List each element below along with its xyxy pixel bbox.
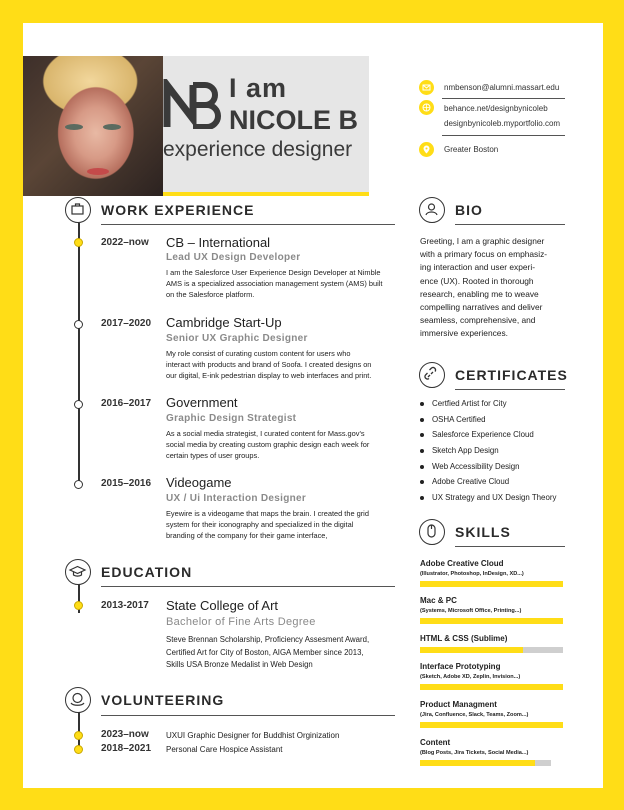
volunteer-text: Personal Care Hospice Assistant <box>166 745 283 754</box>
skill-detail: (Sketch, Adobe XD, Zeplin, Invision...) <box>420 674 521 680</box>
timeline-dot <box>74 601 83 610</box>
skill-bar-fill <box>420 760 535 766</box>
skill-bar <box>420 684 563 690</box>
nb-logo-icon <box>163 79 225 129</box>
job-description: My role consist of curating custom content for users who interact with products and brand of Soofa. I created designs on our digital, E-ink pedestrian display to web interfaces and print. <box>166 349 372 380</box>
skills-section-title: SKILLS <box>455 524 511 540</box>
skill-name: Adobe Creative Cloud <box>420 559 504 568</box>
photo-eye <box>65 124 83 130</box>
skill-detail: (Jira, Confluence, Slack, Teams, Zoom...) <box>420 712 529 718</box>
skill-name: Interface Prototyping <box>420 662 501 671</box>
location-pin-icon <box>419 142 434 157</box>
timeline-dot <box>74 400 83 409</box>
list-item: Web Accessibility Design <box>420 462 556 478</box>
job-description: I am the Salesforce User Experience Design Developer at Nimble AMS is a specialized association management system (AMS) built on the Salesforce platform. <box>166 268 383 299</box>
job-role: Senior UX Graphic Designer <box>166 333 308 344</box>
section-divider <box>455 389 565 390</box>
job-years: 2017–2020 <box>101 318 152 329</box>
skill-bar-fill <box>420 618 563 624</box>
link-icon <box>419 362 445 388</box>
education-description: Steve Brennan Scholarship, Proficiency Assesment Award, Certified Art for City of Boston, AIGA Member since 2013, Skills USA Bronze Medalist in Web Design <box>166 635 370 669</box>
skill-name: Mac & PC <box>420 596 457 605</box>
contact-behance[interactable]: behance.net/designbynicoleb <box>444 104 548 113</box>
globe-hands-icon <box>65 687 91 713</box>
section-divider <box>101 586 395 587</box>
job-title: Videogame <box>166 475 232 490</box>
job-description: Eyewire is a videogame that maps the brain. I created the grid system for their iconography and specialized in the digital branding of the company for their game interface, <box>166 509 369 540</box>
volunteer-years: 2018–2021 <box>101 743 152 754</box>
header-tagline: experience designer <box>163 138 353 161</box>
profile-photo <box>23 56 163 196</box>
header-name: NICOLE B <box>229 105 359 135</box>
skill-bar <box>420 581 563 587</box>
timeline-dot <box>74 480 83 489</box>
person-icon <box>419 197 445 223</box>
briefcase-icon <box>65 197 91 223</box>
job-title: Government <box>166 395 238 410</box>
skill-name: Product Managment <box>420 700 497 709</box>
education-section-title: EDUCATION <box>101 564 193 580</box>
job-role: Graphic Design Strategist <box>166 413 297 424</box>
list-item: Salesforce Experience Cloud <box>420 430 556 446</box>
header-accent-bar <box>141 192 369 196</box>
contact-portfolio[interactable]: designbynicoleb.myportfolio.com <box>444 119 561 128</box>
skill-bar-fill <box>420 722 563 728</box>
photo-eye <box>103 124 121 130</box>
skill-bar <box>420 647 563 653</box>
volunteering-timeline <box>78 711 80 749</box>
graduation-cap-icon <box>65 559 91 585</box>
skill-detail: (Blog Posts, Jira Tickets, Social Media...) <box>420 750 529 756</box>
skill-bar-fill <box>420 684 563 690</box>
job-years: 2016–2017 <box>101 398 152 409</box>
job-years: 2022–now <box>101 237 149 248</box>
work-section-title: WORK EXPERIENCE <box>101 202 255 218</box>
volunteering-section-title: VOLUNTEERING <box>101 692 225 708</box>
job-role: Lead UX Design Developer <box>166 252 301 263</box>
email-icon <box>419 80 434 95</box>
timeline-dot <box>74 745 83 754</box>
timeline-dot <box>74 731 83 740</box>
work-timeline <box>78 223 80 486</box>
degree: Bachelor of Fine Arts Degree <box>166 616 316 628</box>
section-divider <box>455 546 565 547</box>
skill-bar <box>420 760 551 766</box>
skill-name: HTML & CSS (Sublime) <box>420 634 508 643</box>
job-years: 2015–2016 <box>101 478 152 489</box>
job-description: As a social media strategist, I curated content for Mass.gov's social media by creating custom graphic design each week for certain types of user groups. <box>166 429 370 460</box>
list-item: Certfied Artist for City <box>420 399 556 415</box>
job-role: UX / Ui Interaction Designer <box>166 493 307 504</box>
resume-page <box>23 23 603 788</box>
skill-name: Content <box>420 738 451 747</box>
certificates-list <box>420 399 556 509</box>
bio-text: Greeting, I am a graphic designer with a primary focus on emphasiz- ing interaction and user experi- ence (UX). Rooted in thorough research, enabling me to weave compelling narratives and deliver seamless, comprehensive, and immersive experiences. <box>420 236 548 339</box>
list-item: Sketch App Design <box>420 446 556 462</box>
skill-bar-fill <box>420 581 563 587</box>
skill-detail: (Systems, Microsoft Office, Printing...) <box>420 608 522 614</box>
list-item: Adobe Creative Cloud <box>420 477 556 493</box>
photo-mouth <box>87 168 109 175</box>
timeline-dot <box>74 320 83 329</box>
skill-bar-fill <box>420 647 523 653</box>
bio-section-title: BIO <box>455 202 483 218</box>
mouse-icon <box>419 519 445 545</box>
contact-divider <box>442 98 565 99</box>
section-divider <box>101 224 395 225</box>
contact-email[interactable]: nmbenson@alumni.massart.edu <box>444 83 560 92</box>
skill-bar <box>420 618 563 624</box>
timeline-dot <box>74 238 83 247</box>
section-divider <box>101 715 395 716</box>
contact-location: Greater Boston <box>444 145 499 154</box>
skill-bar <box>420 722 563 728</box>
contact-divider <box>442 135 565 136</box>
volunteer-years: 2023–now <box>101 729 149 740</box>
job-title: CB – International <box>166 235 271 250</box>
certificates-section-title: CERTIFICATES <box>455 367 568 383</box>
school-name: State College of Art <box>166 598 279 613</box>
header-iam: I am <box>229 73 288 103</box>
skill-detail: (Illustrator, Photoshop, InDesign, XD...) <box>420 571 524 577</box>
list-item: UX Strategy and UX Design Theory <box>420 493 556 509</box>
globe-icon <box>419 100 434 115</box>
volunteer-text: UXUI Graphic Designer for Buddhist Orginization <box>166 731 340 740</box>
education-years: 2013-2017 <box>101 600 149 611</box>
section-divider <box>455 224 565 225</box>
list-item: OSHA Certified <box>420 415 556 431</box>
job-title: Cambridge Start-Up <box>166 315 282 330</box>
